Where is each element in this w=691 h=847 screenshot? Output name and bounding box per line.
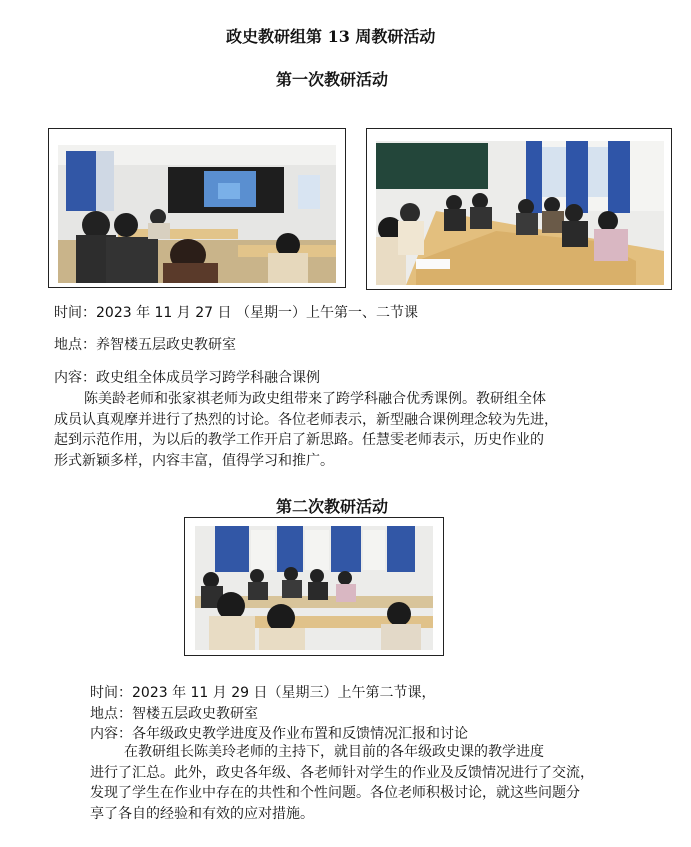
- activity-photo-2: [366, 128, 672, 290]
- document-title: 政史教研组第 13 周教研活动: [226, 27, 436, 46]
- section1-content: 内容：政史组全体成员学习跨学科融合课例: [54, 370, 320, 386]
- section1-time: 时间：2023 年 11 月 27 日 （星期一）上午第一、二节课: [54, 305, 418, 321]
- section1-heading: 第一次教研活动: [276, 70, 389, 89]
- section1-paragraph: [54, 389, 614, 471]
- section2-heading: 第二次教研活动: [276, 497, 389, 516]
- activity-photo-1: [48, 128, 346, 288]
- section1-para-line: 陈美龄老师和张家祺老师为政史组带来了跨学科融合优秀课例。教研组全体: [84, 391, 546, 407]
- section2-place: 地点：智楼五层政史教研室: [90, 706, 258, 722]
- section1-para-line: 起到示范作用，为以后的教学工作开启了新思路。任慧雯老师表示，历史作业的: [54, 432, 544, 448]
- section2-paragraph: [90, 742, 650, 824]
- section2-para-line: 发现了学生在作业中存在的共性和个性问题。各位老师积极讨论，就这些问题分: [90, 785, 580, 801]
- section2-para-line: 享了各自的经验和有效的应对措施。: [90, 805, 314, 822]
- section2-time: 时间：2023 年 11 月 29 日（星期三）上午第二节课，: [90, 685, 436, 701]
- activity-photo-3: [184, 517, 444, 656]
- meeting-photo-1-image: [58, 145, 336, 283]
- section2-para-line: 在教研组长陈美玲老师的主持下，就目前的各年级政史课的教学进度: [124, 744, 544, 760]
- section2-content: 内容：各年级政史教学进度及作业布置和反馈情况汇报和讨论: [90, 726, 468, 742]
- section2-para-line: 进行了汇总。此外，政史各年级、各老师针对学生的作业及反馈情况进行了交流，: [90, 764, 594, 781]
- section1-place: 地点：养智楼五层政史教研室: [54, 337, 236, 353]
- section1-para-line: 形式新颖多样，内容丰富，值得学习和推广。: [54, 452, 334, 469]
- meeting-photo-3-image: [195, 526, 433, 650]
- meeting-photo-2-image: [376, 141, 664, 285]
- section1-para-line: 成员认真观摩并进行了热烈的讨论。各位老师表示，新型融合课例理念较为先进，: [54, 411, 558, 428]
